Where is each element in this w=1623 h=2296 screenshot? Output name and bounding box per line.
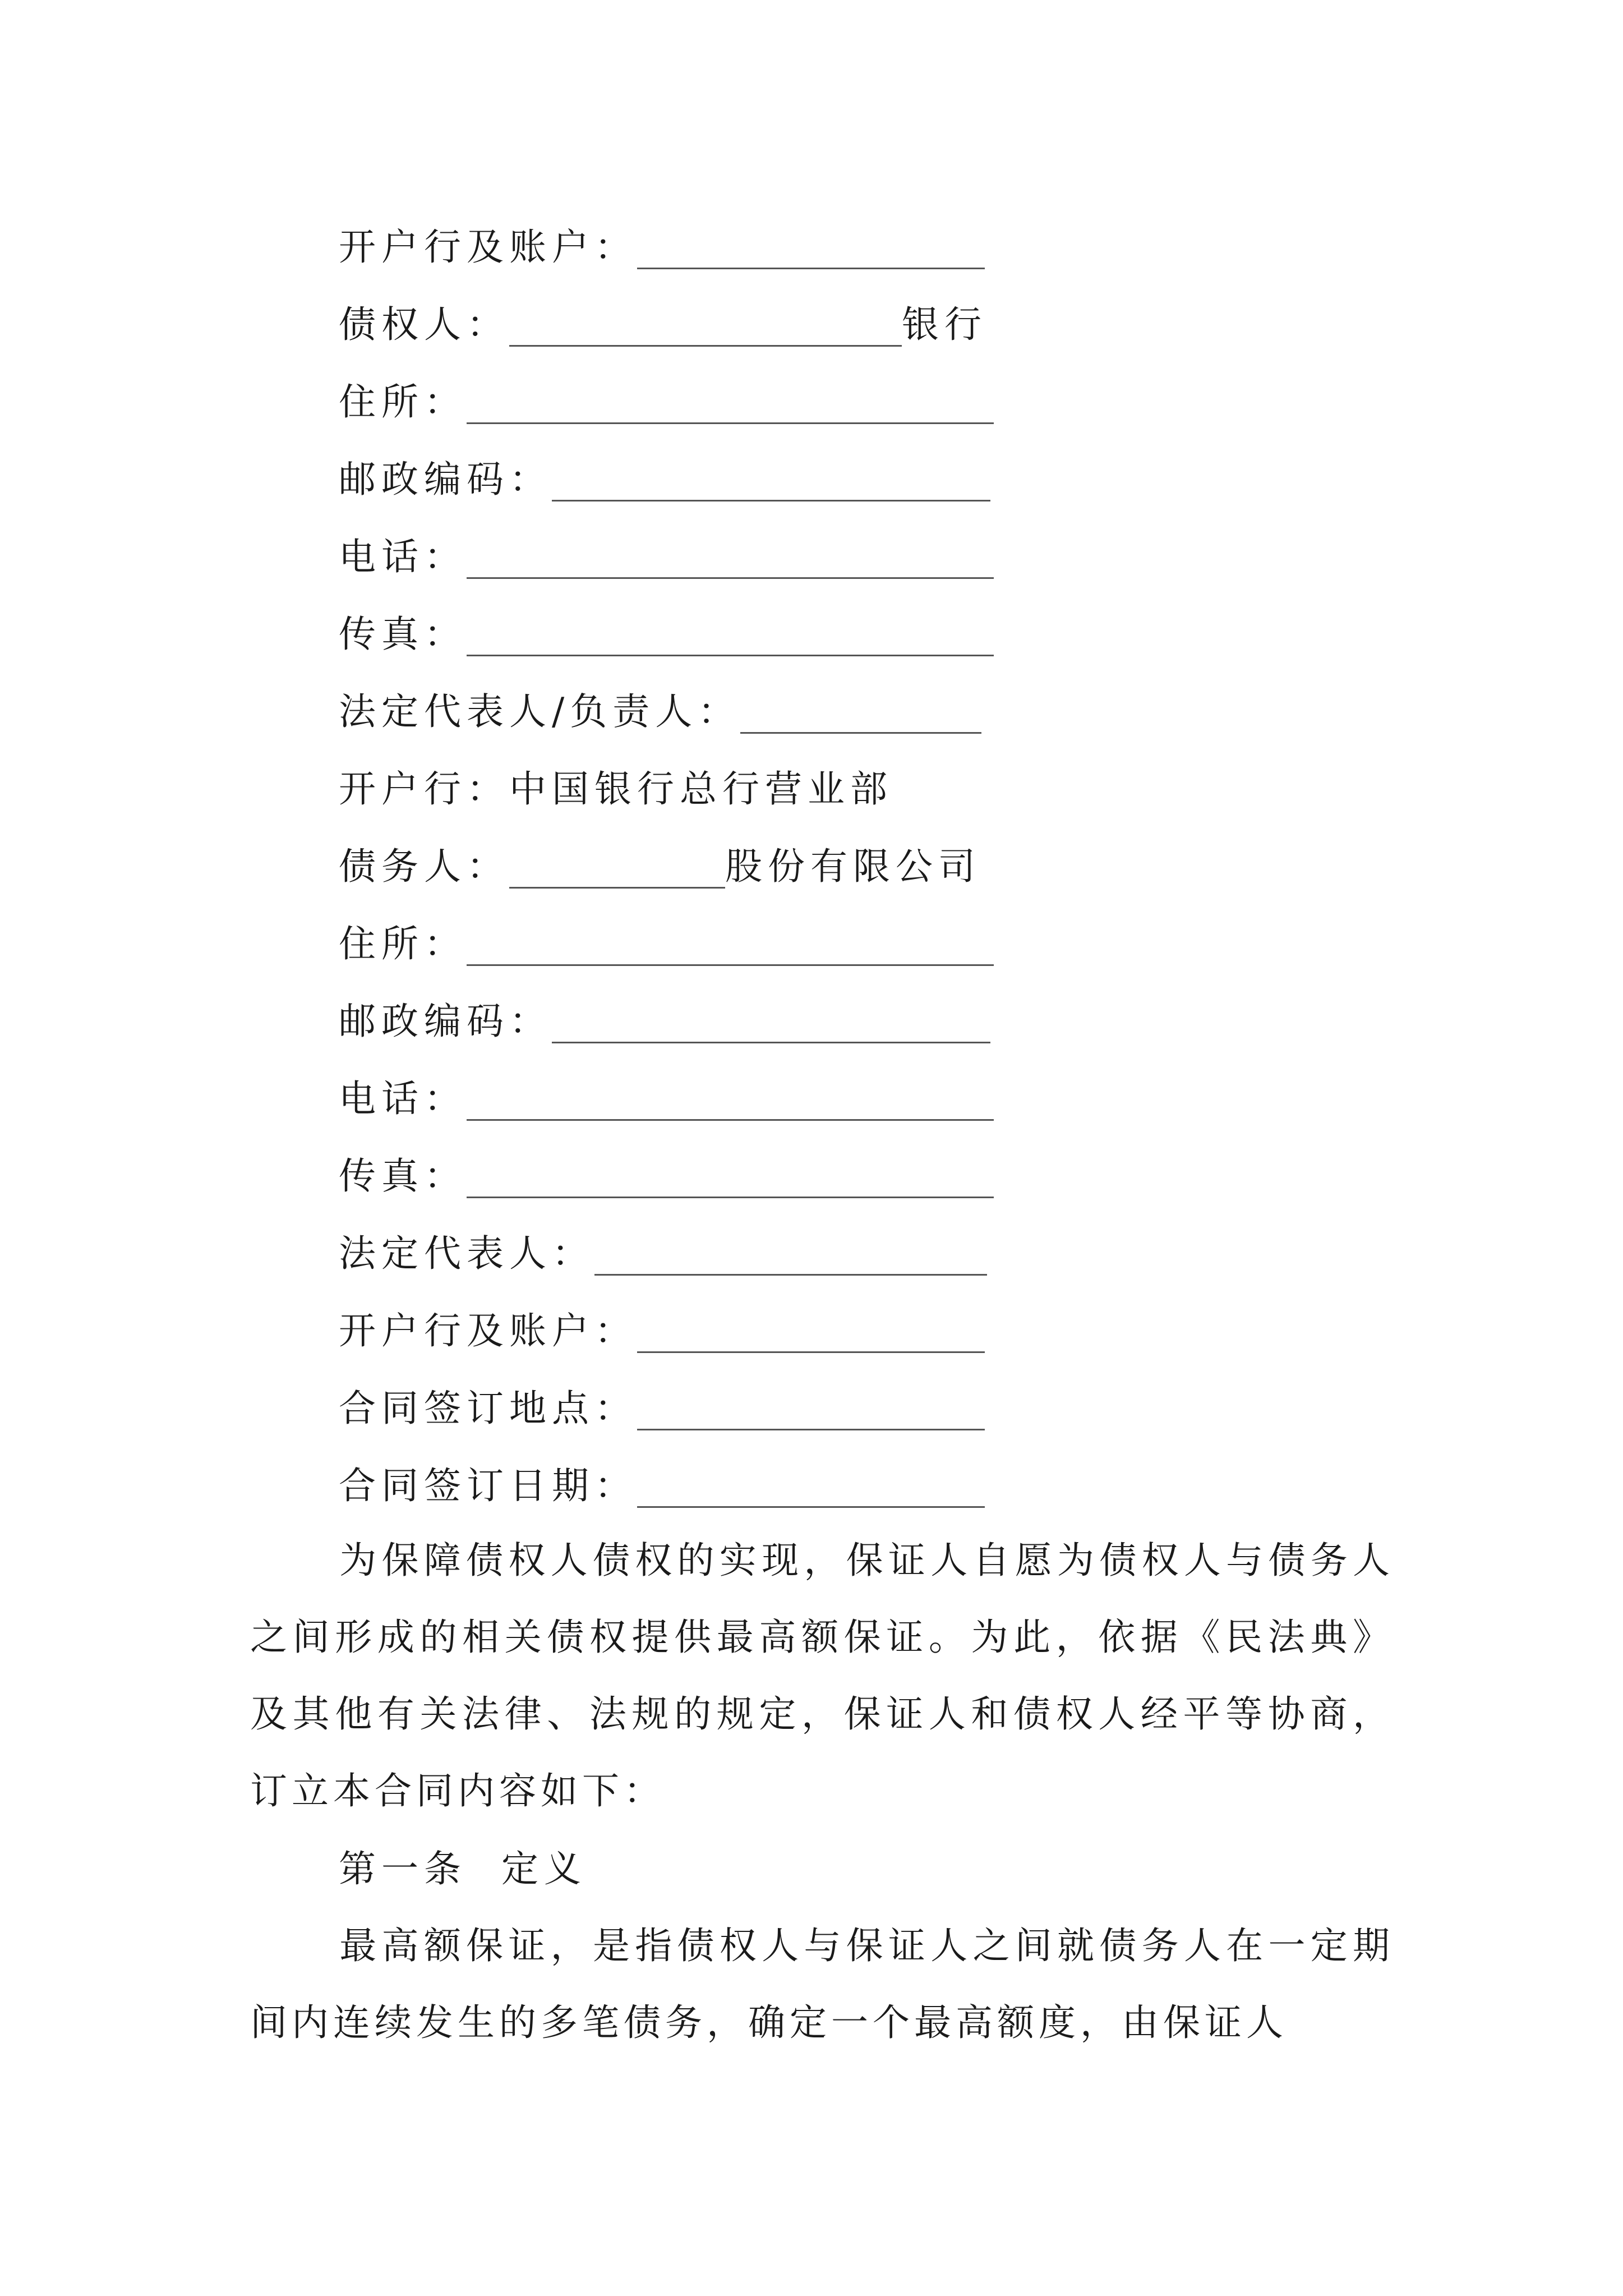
blank-line bbox=[637, 234, 985, 269]
field-fax-2 bbox=[339, 1134, 994, 1211]
field-label: 合同签订地点： bbox=[339, 1386, 637, 1430]
field-phone-1 bbox=[339, 514, 994, 592]
blank-line bbox=[467, 621, 994, 656]
blank-line bbox=[740, 698, 981, 734]
field-label: 债务人： bbox=[339, 844, 509, 888]
field-debtor bbox=[339, 824, 981, 901]
blank-line bbox=[552, 466, 990, 501]
field-label: 住所： bbox=[339, 380, 467, 424]
field-fax-1 bbox=[339, 592, 994, 669]
field-label: 住所： bbox=[339, 922, 467, 965]
field-label: 电话： bbox=[339, 535, 467, 578]
field-opening-bank bbox=[339, 747, 893, 824]
field-signing-date bbox=[339, 1443, 985, 1521]
field-label: 法定代表人： bbox=[339, 1231, 594, 1275]
field-label: 邮政编码： bbox=[339, 999, 552, 1043]
field-signing-place bbox=[339, 1366, 985, 1443]
blank-line bbox=[467, 389, 994, 424]
field-postcode-1 bbox=[339, 437, 990, 514]
field-label: 债权人： bbox=[339, 302, 509, 346]
article-1-paragraph bbox=[250, 1907, 1394, 2061]
field-account-bank-2 bbox=[339, 1289, 985, 1366]
field-address-2 bbox=[339, 901, 994, 979]
blank-line bbox=[637, 1473, 985, 1508]
field-label: 开户行及账户： bbox=[339, 225, 637, 269]
field-phone-2 bbox=[339, 1056, 994, 1134]
article-1-text: 最高额保证，是指债权人与保证人之间就债务人在一定期间内连续发生的多笔债务，确定一个最高额度，由保证人 bbox=[250, 1924, 1394, 2044]
blank-line bbox=[509, 853, 725, 889]
blank-line bbox=[467, 1163, 994, 1198]
field-address-1 bbox=[339, 360, 994, 437]
blank-line bbox=[552, 1008, 990, 1043]
blank-line bbox=[467, 544, 994, 579]
field-suffix: 股份有限公司 bbox=[725, 844, 981, 888]
field-legal-rep-1 bbox=[339, 669, 981, 747]
article-1-heading: 第一条 定义 bbox=[339, 1847, 587, 1890]
field-label: 传真： bbox=[339, 612, 467, 656]
field-creditor bbox=[339, 282, 987, 360]
field-label: 开户行及账户： bbox=[339, 1309, 637, 1352]
blank-line bbox=[637, 1395, 985, 1430]
blank-line bbox=[637, 1318, 985, 1353]
field-suffix: 银行 bbox=[902, 302, 987, 346]
field-label: 传真： bbox=[339, 1154, 467, 1198]
blank-line bbox=[509, 311, 902, 347]
preamble-text: 为保障债权人债权的实现，保证人自愿为债权人与债务人之间形成的相关债权提供最高额保证。为此，依据《民法典》及其他有关法律、法规的规定，保证人和债权人经平等协商，订立本合同内容如下： bbox=[250, 1539, 1394, 1812]
field-label: 开户行：中国银行总行营业部 bbox=[339, 767, 893, 811]
field-legal-rep-2 bbox=[339, 1211, 987, 1289]
field-label: 邮政编码： bbox=[339, 457, 552, 501]
field-label: 法定代表人/负责人： bbox=[339, 689, 741, 733]
blank-line bbox=[594, 1240, 987, 1276]
blank-line bbox=[467, 1085, 994, 1121]
field-account-bank-1 bbox=[339, 205, 985, 282]
field-label: 电话： bbox=[339, 1076, 467, 1120]
field-postcode-2 bbox=[339, 979, 990, 1056]
field-label: 合同签订日期： bbox=[339, 1464, 637, 1507]
preamble-paragraph bbox=[250, 1522, 1394, 1829]
blank-line bbox=[467, 931, 994, 966]
